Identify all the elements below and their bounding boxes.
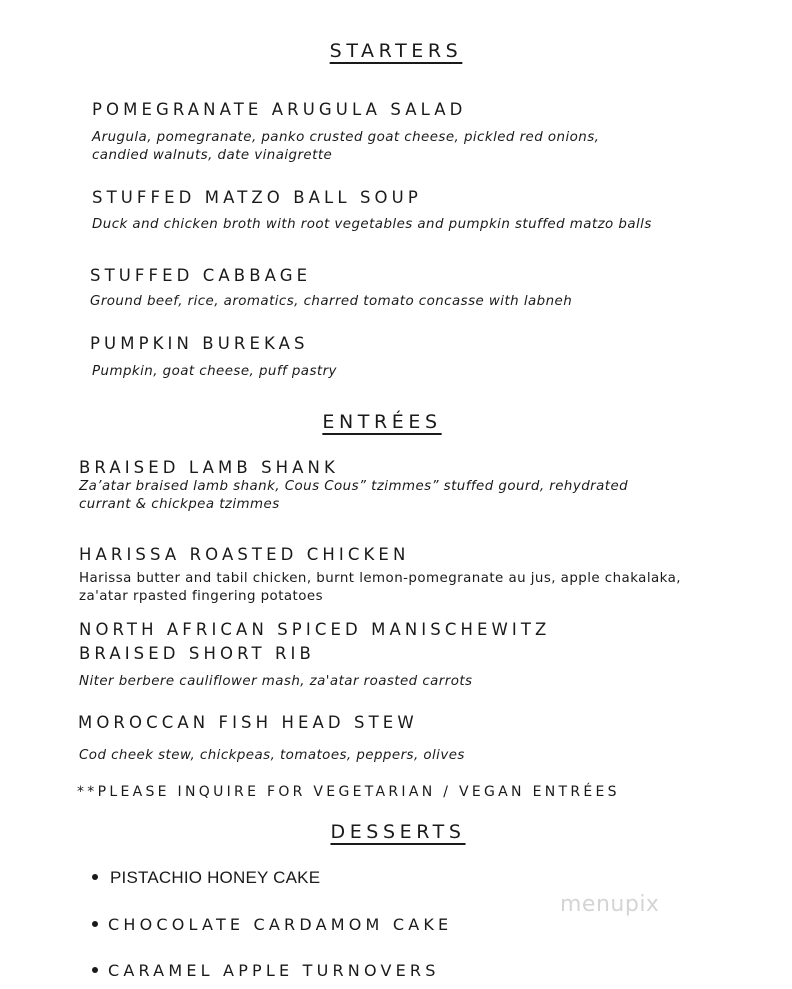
entree-name-harissa-chicken: HARISSA ROASTED CHICKEN xyxy=(79,545,410,564)
starter-desc-pomegranate-salad-line2: candied walnuts, date vinaigrette xyxy=(92,148,333,163)
entree-name-fish-head-stew: MOROCCAN FISH HEAD STEW xyxy=(78,713,418,732)
entree-name-short-rib-line1: NORTH AFRICAN SPICED MANISCHEWITZ xyxy=(79,620,551,639)
starter-desc-pumpkin-burekas: Pumpkin, goat cheese, puff pastry xyxy=(92,364,337,379)
entree-desc-harissa-chicken-line1: Harissa butter and tabil chicken, burnt lemon-pomegranate au jus, apple chakalaka, xyxy=(79,571,681,586)
entree-desc-short-rib: Niter berbere cauliflower mash, za'atar roasted carrots xyxy=(79,674,473,689)
starters-heading: STARTERS xyxy=(329,40,463,62)
menupix-watermark: menupix xyxy=(560,892,660,917)
starter-name-pumpkin-burekas: PUMPKIN BUREKAS xyxy=(90,334,309,353)
starter-name-pomegranate-salad: POMEGRANATE ARUGULA SALAD xyxy=(92,100,467,119)
starter-desc-stuffed-cabbage: Ground beef, rice, aromatics, charred tomato concasse with labneh xyxy=(90,294,573,309)
entree-name-short-rib-line2: BRAISED SHORT RIB xyxy=(79,644,315,663)
starter-name-matzo-ball-soup: STUFFED MATZO BALL SOUP xyxy=(92,188,422,207)
entree-desc-lamb-shank-line1: Za’atar braised lamb shank, Cous Cous” tzimmes” stuffed gourd, rehydrated xyxy=(79,479,629,494)
dessert-name-pistachio: PISTACHIO HONEY CAKE xyxy=(110,868,321,887)
bullet-icon xyxy=(92,921,98,927)
dessert-item-chocolate xyxy=(92,915,452,934)
dessert-name-caramel: CARAMEL APPLE TURNOVERS xyxy=(108,961,440,980)
bullet-icon xyxy=(92,967,98,973)
starter-desc-matzo-ball-soup: Duck and chicken broth with root vegetables and pumpkin stuffed matzo balls xyxy=(92,217,652,232)
desserts-heading: DESSERTS xyxy=(330,821,466,843)
bullet-icon xyxy=(92,874,98,880)
entrees-heading: ENTRÉES xyxy=(322,411,442,433)
starter-desc-pomegranate-salad-line1: Arugula, pomegranate, panko crusted goat cheese, pickled red onions, xyxy=(92,130,600,145)
entree-desc-fish-head-stew: Cod cheek stew, chickpeas, tomatoes, peppers, olives xyxy=(79,748,465,763)
dessert-item-caramel xyxy=(92,961,440,980)
entree-desc-harissa-chicken-line2: za'atar rpasted fingering potatoes xyxy=(79,589,324,604)
dessert-item-pistachio xyxy=(92,868,320,888)
entree-name-lamb-shank: BRAISED LAMB SHANK xyxy=(79,458,339,477)
starter-name-stuffed-cabbage: STUFFED CABBAGE xyxy=(90,266,312,285)
dessert-name-chocolate: CHOCOLATE CARDAMOM CAKE xyxy=(108,915,453,934)
vegetarian-vegan-note: **PLEASE INQUIRE FOR VEGETARIAN / VEGAN ENTRÉES xyxy=(77,784,620,800)
entree-desc-lamb-shank-line2: currant & chickpea tzimmes xyxy=(79,497,280,512)
